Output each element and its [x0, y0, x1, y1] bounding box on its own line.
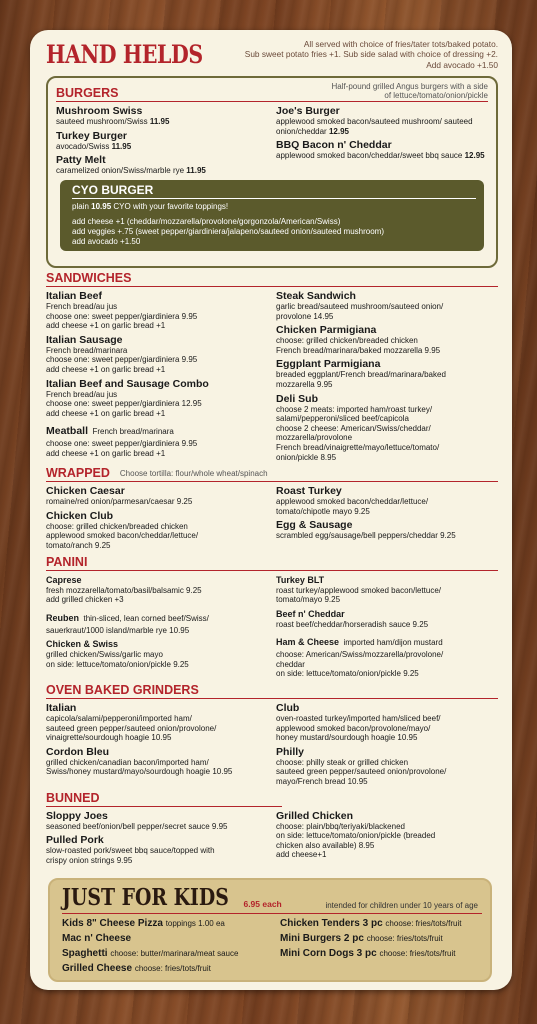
item-name: Pulled Pork — [46, 834, 104, 847]
panini-right-column — [276, 571, 498, 680]
grinders-right-column — [276, 699, 498, 787]
menu-item — [46, 702, 268, 743]
cyo-option: add veggies +.75 (sweet pepper/giardiniera/jalapeno/sauteed onion/sauteed mushroom) — [72, 226, 384, 236]
grinders-columns — [46, 699, 498, 787]
item-name: Chicken & Swiss — [46, 639, 119, 650]
cyo-option: add cheese +1 (cheddar/mozzarella/provolone/gorgonzola/American/Swiss) — [72, 217, 341, 227]
kids-item-name: Kids 8" Cheese Pizza — [62, 918, 163, 929]
menu-item — [46, 638, 268, 669]
item-line: sauteed green pepper/sauteed onion/provolone/ — [276, 767, 447, 777]
panini-columns — [46, 571, 498, 680]
item-line: sauerkraut/1000 island/marble rye 10.95 — [46, 625, 190, 635]
item-line: romaine/red onion/parmesan/caesar 9.25 — [46, 497, 193, 507]
cyo-title: CYO BURGER — [72, 183, 476, 199]
kids-item — [280, 947, 482, 960]
item-inline-desc: imported ham/dijon mustard — [343, 638, 443, 648]
hand-helds-title: HAND HELDS — [46, 40, 203, 69]
item-name: Roast Turkey — [276, 485, 342, 498]
item-line: fresh mozzarella/tomato/basil/balsamic 9.25 — [46, 585, 202, 595]
item-line: on side: lettuce/tomato/onion/pickle 9.25 — [276, 669, 419, 679]
item-name: Steak Sandwich — [276, 290, 356, 302]
menu-item — [46, 378, 268, 419]
kids-item-name: Mac n' Cheese — [62, 933, 132, 944]
wrapped-note: Choose tortilla: flour/whole wheat/spinach — [119, 469, 268, 479]
item-line: scrambled egg/sausage/bell peppers/cheddar 9.25 — [276, 531, 456, 541]
panini-section — [46, 555, 498, 680]
item-line: choose one: sweet pepper/giardiniera 9.95 — [46, 439, 198, 449]
item-name: Meatball — [46, 425, 89, 438]
kids-item — [62, 947, 280, 960]
item-line: on side: lettuce/tomato/onion/pickle 9.25 — [46, 659, 189, 669]
item-name: Deli Sub — [276, 392, 319, 405]
menu-item — [276, 702, 498, 743]
wrapped-columns — [46, 482, 498, 550]
menu-item — [56, 130, 268, 152]
kids-item-sub: toppings 1.00 ea — [165, 919, 225, 928]
item-line: applewood smoked bacon/cheddar/lettuce/ — [276, 497, 429, 507]
burgers-columns — [56, 102, 488, 176]
item-inline-desc: thin-sliced, lean corned beef/Swiss/ — [83, 613, 209, 623]
item-name: Turkey Burger — [56, 129, 127, 142]
item-name: Reuben — [46, 612, 80, 623]
item-line: grilled chicken/Swiss/garlic mayo — [46, 650, 163, 660]
cyo-plain-line — [72, 202, 476, 212]
sandwiches-title: SANDWICHES — [46, 271, 132, 285]
item-price: 11.95 — [149, 117, 170, 126]
item-name: Ham & Cheese — [276, 637, 340, 648]
item-name: Italian — [46, 702, 77, 715]
cyo-plain-text: CYO with your favorite toppings! — [113, 201, 229, 211]
item-name: Chicken Club — [46, 509, 114, 522]
kids-item — [62, 932, 280, 945]
kids-grid — [62, 917, 482, 975]
item-name: BBQ Bacon n' Cheddar — [276, 139, 392, 152]
item-line: choose 2 meats: imported ham/roast turkey/ — [276, 404, 433, 414]
item-line: choose 2 cheese: American/Swiss/cheddar/ — [276, 423, 431, 433]
sandwiches-section — [46, 271, 498, 462]
item-line: mozzarella 9.95 — [276, 379, 333, 389]
wrapped-header — [46, 466, 498, 482]
menu-item — [46, 574, 268, 605]
item-name: Italian Sausage — [46, 333, 123, 346]
cyo-burger-panel — [60, 180, 484, 251]
item-line: seasoned beef/onion/bell pepper/secret sauce 9.95 — [46, 821, 228, 831]
menu-item — [46, 746, 268, 777]
menu-item — [46, 485, 268, 507]
menu-item — [276, 632, 498, 679]
item-line: applewood smoked bacon/cheddar/lettuce/ — [46, 531, 199, 541]
hand-helds-note-line: Add avocado +1.50 — [426, 59, 498, 70]
panini-header — [46, 555, 498, 571]
item-name: Club — [276, 702, 300, 715]
grinders-title: OVEN BAKED GRINDERS — [46, 683, 199, 698]
menu-item — [46, 421, 268, 458]
item-line: capicola/salami/pepperoni/imported ham/ — [46, 714, 192, 724]
sandwiches-left-column — [46, 287, 268, 462]
menu-item — [276, 290, 498, 321]
item-line: chicken also available) 8.95 — [276, 840, 375, 850]
kids-item-name: Spaghetti — [62, 948, 108, 959]
menu-item — [276, 519, 498, 541]
item-name: Cordon Bleu — [46, 745, 109, 758]
kids-item-name: Mini Corn Dogs 3 pc — [280, 948, 377, 959]
kids-item — [62, 917, 280, 930]
item-line: crispy onion strings 9.95 — [46, 855, 133, 865]
panini-left-column — [46, 571, 268, 680]
item-name: Joe's Burger — [276, 105, 340, 117]
item-line: onion/pickle 8.95 — [276, 452, 337, 462]
menu-item — [276, 485, 498, 516]
hand-helds-note — [245, 39, 498, 70]
menu-item — [276, 393, 498, 463]
item-line: on side: lettuce/tomato/onion/pickle (breaded — [276, 831, 436, 841]
sandwiches-right-column — [276, 287, 498, 462]
item-line: choose: grilled chicken/breaded chicken — [276, 336, 418, 346]
burgers-header — [56, 82, 488, 102]
menu-item — [276, 746, 498, 787]
item-name: Caprese — [46, 574, 82, 585]
item-name: Italian Beef — [46, 290, 103, 302]
menu-item — [46, 810, 268, 832]
burgers-left-column — [56, 102, 268, 176]
item-line: roast turkey/applewood smoked bacon/lettuce/ — [276, 585, 441, 595]
item-name: Egg & Sausage — [276, 519, 353, 532]
item-desc: applewood smoked bacon/sauteed mushroom/ sauteed onion/cheddar — [276, 117, 473, 136]
kids-item — [280, 932, 482, 945]
item-line: Swiss/honey mustard/mayo/sourdough hoagie 10.95 — [46, 767, 233, 777]
item-line: mayo/French bread 10.95 — [276, 777, 368, 787]
kids-item-sub: choose: fries/tots/fruit — [366, 934, 443, 943]
menu-item — [46, 834, 268, 865]
item-name: Chicken Parmigiana — [276, 324, 377, 337]
burgers-box — [46, 76, 498, 268]
item-line: salami/pepperoni/sliced beef/capicola — [276, 414, 409, 424]
item-inline-desc: French bread/marinara — [92, 427, 174, 437]
item-name: Chicken Caesar — [46, 485, 125, 498]
item-line: provolone 14.95 — [276, 311, 334, 321]
menu-card — [30, 30, 512, 990]
wrapped-section — [46, 466, 498, 550]
menu-item — [276, 608, 498, 630]
grinders-left-column — [46, 699, 268, 787]
kids-item-name: Grilled Cheese — [62, 963, 133, 974]
item-name: Philly — [276, 745, 305, 758]
kids-header — [62, 882, 482, 914]
item-line: add cheese+1 — [276, 850, 327, 860]
kids-item-sub: choose: fries/tots/fruit — [379, 949, 456, 958]
item-desc: applewood smoked bacon/cheddar/sweet bbq sauce — [276, 151, 463, 161]
menu-item — [276, 810, 498, 860]
item-line: add cheese +1 on garlic bread +1 — [46, 448, 166, 458]
item-line: add cheese +1 on garlic bread +1 — [46, 364, 166, 374]
kids-item-sub: choose: butter/marinara/meat sauce — [110, 949, 239, 958]
item-line: tomato/mayo 9.25 — [276, 595, 341, 605]
item-name: Grilled Chicken — [276, 809, 354, 822]
sandwiches-header — [46, 271, 498, 287]
item-line: applewood smoked bacon/provolone/mayo/ — [276, 723, 431, 733]
item-desc: sauteed mushroom/Swiss — [56, 117, 148, 126]
menu-item — [276, 324, 498, 355]
bunned-title: BUNNED — [46, 790, 100, 805]
menu-item — [276, 358, 498, 389]
item-line: oven-roasted turkey/imported ham/sliced beef/ — [276, 714, 441, 724]
hand-helds-note-line: All served with choice of fries/tater tots/baked potato. — [303, 39, 498, 49]
item-line: choose: plain/bbq/teriyaki/blackened — [276, 821, 405, 831]
cyo-plain-price: 10.95 — [91, 201, 112, 211]
item-price: 11.95 — [186, 166, 206, 176]
menu-item — [46, 510, 268, 551]
item-line: add cheese +1 on garlic bread +1 — [46, 408, 166, 418]
item-line: French bread/marinara — [46, 345, 128, 355]
kids-each-price: 6.95 each — [243, 899, 282, 909]
burgers-note — [331, 82, 488, 100]
item-line: roast beef/cheddar/horseradish sauce 9.25 — [276, 619, 429, 629]
item-line: choose one: sweet pepper/giardiniera 12.95 — [46, 399, 202, 409]
grinders-section — [46, 683, 498, 787]
item-line: French bread/au jus — [46, 302, 118, 311]
item-name: Italian Beef and Sausage Combo — [46, 377, 209, 390]
bunned-columns — [46, 790, 498, 866]
item-line: breaded eggplant/French bread/marinara/baked — [276, 370, 446, 380]
cyo-plain-label: plain — [72, 201, 89, 211]
bunned-left-column — [46, 790, 268, 866]
bunned-right-column — [276, 793, 498, 866]
kids-note: intended for children under 10 years of age — [325, 901, 478, 910]
item-line: sauteed green pepper/sauteed onion/provolone/ — [46, 723, 217, 733]
burgers-note-line: of lettuce/tomato/onion/pickle — [384, 91, 488, 100]
item-line: honey mustard/sourdough hoagie 10.95 — [276, 733, 418, 743]
item-price: 11.95 — [111, 141, 132, 151]
item-name: Beef n' Cheddar — [276, 608, 345, 619]
item-line: cheddar — [276, 659, 305, 669]
item-name: Patty Melt — [56, 154, 106, 167]
item-line: choose: philly steak or grilled chicken — [276, 757, 409, 767]
item-desc: caramelized onion/Swiss/marble rye — [56, 166, 185, 176]
cyo-option: add avocado +1.50 — [72, 236, 141, 246]
item-name: Sloppy Joes — [46, 809, 108, 822]
kids-panel — [48, 878, 492, 982]
kids-item-name: Chicken Tenders 3 pc — [280, 918, 383, 929]
menu-item — [46, 290, 268, 331]
hand-helds-note-line: Sub sweet potato fries +1. Sub side salad with choice of dressing +2. — [244, 49, 498, 60]
item-line: choose: grilled chicken/breaded chicken — [46, 521, 188, 531]
burgers-title: BURGERS — [56, 86, 119, 100]
item-line: tomato/chipotle mayo 9.25 — [276, 506, 370, 516]
item-price: 12.95 — [464, 151, 485, 161]
item-desc: avocado/Swiss — [56, 141, 110, 151]
item-line: garlic bread/sauteed mushroom/sauteed onion/ — [276, 302, 444, 311]
kids-item-name: Mini Burgers 2 pc — [280, 933, 364, 944]
menu-item — [56, 154, 268, 176]
menu-item — [276, 105, 488, 136]
item-name: Mushroom Swiss — [56, 105, 143, 117]
item-line: French bread/au jus — [46, 389, 118, 399]
wrapped-title: WRAPPED — [46, 466, 110, 481]
menu-item — [276, 574, 498, 605]
kids-title: JUST FOR KIDS — [62, 884, 229, 911]
kids-item — [280, 917, 482, 930]
item-line: choose one: sweet pepper/giardiniera 9.95 — [46, 355, 198, 365]
item-name: Eggplant Parmigiana — [276, 358, 381, 371]
item-line: vinaigrette/sourdough hoagie 10.95 — [46, 733, 172, 743]
item-line: French bread/vinaigrette/mayo/lettuce/tomato/ — [276, 442, 440, 452]
item-line: French bread/marinara/baked mozzarella 9.95 — [276, 345, 441, 355]
item-price: 12.95 — [328, 126, 349, 136]
item-line: slow-roasted pork/sweet bbq sauce/topped with — [46, 846, 215, 856]
kids-item — [62, 962, 280, 975]
hand-helds-header — [46, 36, 498, 76]
grinders-header — [46, 683, 498, 699]
item-line: mozzarella/provolone — [276, 433, 353, 443]
kids-item-sub: choose: fries/tots/fruit — [134, 964, 211, 973]
burgers-right-column — [276, 102, 488, 176]
item-line: add cheese +1 on garlic bread +1 — [46, 321, 166, 331]
item-line: add grilled chicken +3 — [46, 595, 124, 605]
item-line: choose: American/Swiss/mozzarella/provolone/ — [276, 650, 444, 660]
kids-item-sub: choose: fries/tots/fruit — [385, 919, 462, 928]
menu-item — [46, 334, 268, 375]
item-line: choose one: sweet pepper/giardiniera 9.95 — [46, 311, 198, 321]
wrapped-left-column — [46, 482, 268, 550]
item-name: Turkey BLT — [276, 574, 325, 585]
panini-title: PANINI — [46, 554, 88, 569]
item-line: tomato/ranch 9.25 — [46, 540, 111, 550]
menu-item — [276, 139, 488, 161]
burgers-note-line: Half-pound grilled Angus burgers with a side — [331, 82, 488, 91]
menu-item — [46, 608, 268, 636]
item-line: grilled chicken/canadian bacon/imported ham/ — [46, 757, 209, 767]
menu-item — [56, 105, 268, 127]
sandwiches-columns — [46, 287, 498, 462]
wrapped-right-column — [276, 482, 498, 550]
